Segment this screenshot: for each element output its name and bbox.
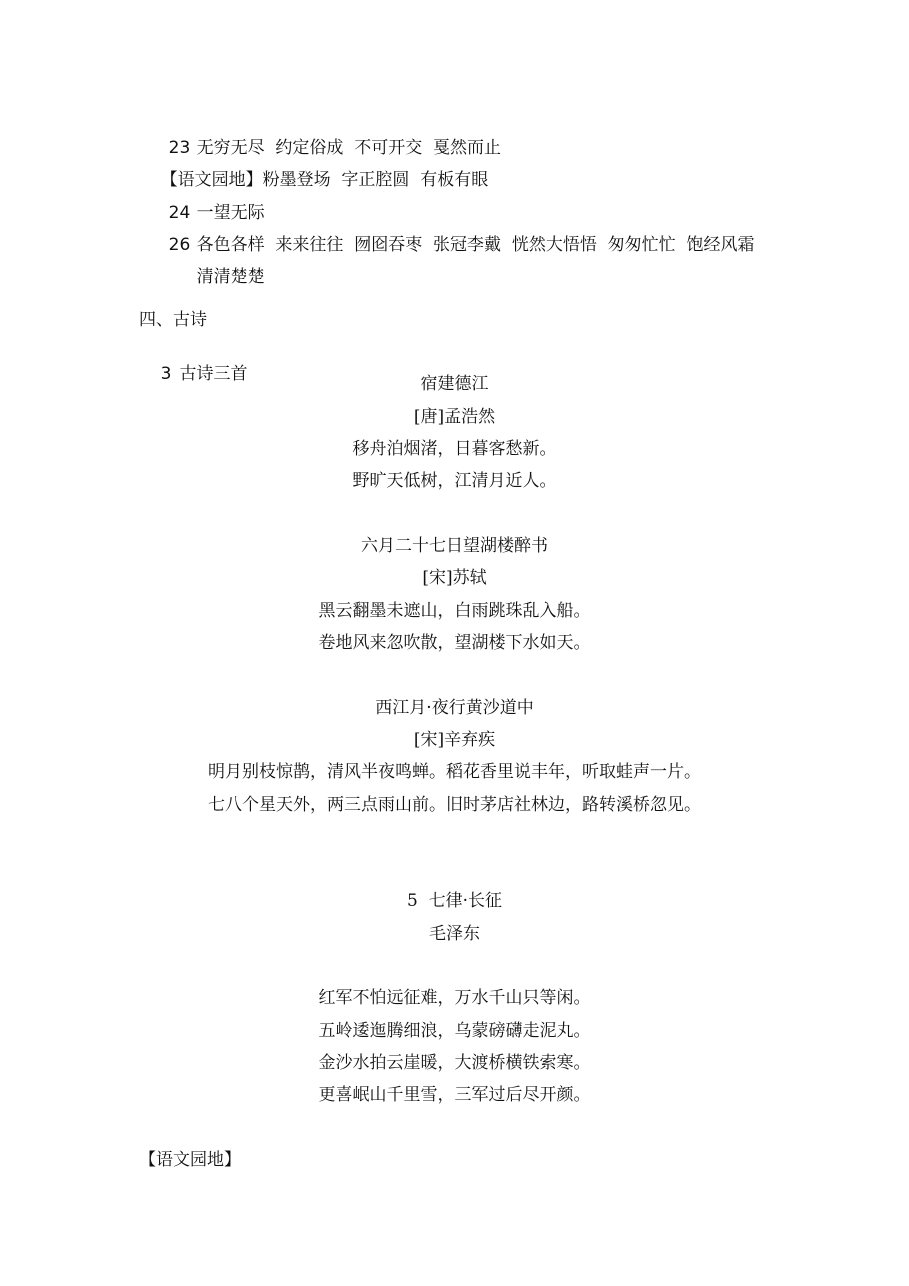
poem-author: [宋]苏轼 xyxy=(422,568,487,588)
poem-line: 金沙水拍云崖暖，大渡桥横铁索寒。 xyxy=(318,1053,591,1073)
poem-line: 五岭逶迤腾细浪，乌蒙磅礴走泥丸。 xyxy=(318,1021,591,1041)
poem-line: 明月别枝惊鹊，清风半夜鸣蝉。稻花香里说丰年，听取蛙声一片。 xyxy=(208,762,701,782)
poem-line: 黑云翻墨未遮山，白雨跳珠乱入船。 xyxy=(318,601,591,621)
vocab-words: 各色各样 来来往往 囫囵吞枣 张冠李戴 恍然大悟悟 匆匆忙忙 饱经风霜 xyxy=(196,235,755,255)
poem-author: 毛泽东 xyxy=(429,924,480,944)
section-title: 四、古诗 xyxy=(139,310,207,330)
poem-author: [宋]辛弃疾 xyxy=(413,730,496,750)
vocab-line-26-continuation xyxy=(175,244,265,310)
poem-line: 红军不怕远征难，万水千山只等闲。 xyxy=(318,988,591,1008)
lesson-number: 23 xyxy=(168,138,191,158)
vocab-words: 【语文园地】粉墨登场 字正腔圆 有板有眼 xyxy=(160,170,489,190)
poem-line: 移舟泊烟渚，日暮客愁新。 xyxy=(352,439,557,459)
poem-line: 更喜岷山千里雪，三军过后尽开颜。 xyxy=(318,1085,591,1105)
lesson-title: 古诗三首 xyxy=(179,364,248,384)
poem-title: 六月二十七日望湖楼醉书 xyxy=(361,536,548,556)
vocab-words: 一望无际 xyxy=(196,203,265,223)
poem-title: 西江月·夜行黄沙道中 xyxy=(375,698,534,718)
poem-line: 七八个星天外，两三点雨山前。旧时茅店社林边，路转溪桥忽见。 xyxy=(208,795,701,815)
lesson-number: 3 xyxy=(160,364,172,384)
poem-title: 宿建德江 xyxy=(420,374,489,394)
poem-line: 野旷天低树，江清月近人。 xyxy=(352,471,557,491)
poem-line: 卷地风来忽吹散，望湖楼下水如天。 xyxy=(318,633,591,653)
vocab-words: 清清楚楚 xyxy=(196,267,265,287)
lesson-number: 24 xyxy=(168,203,191,223)
vocab-words: 无穷无尽 约定俗成 不可开交 戛然而止 xyxy=(196,138,502,158)
yuwen-yuandi-heading: 【语文园地】 xyxy=(139,1150,241,1170)
lesson-5-title: 5 七律·长征 xyxy=(406,891,503,911)
poem-author: [唐]孟浩然 xyxy=(413,407,496,427)
lesson-number: 26 xyxy=(168,235,191,255)
